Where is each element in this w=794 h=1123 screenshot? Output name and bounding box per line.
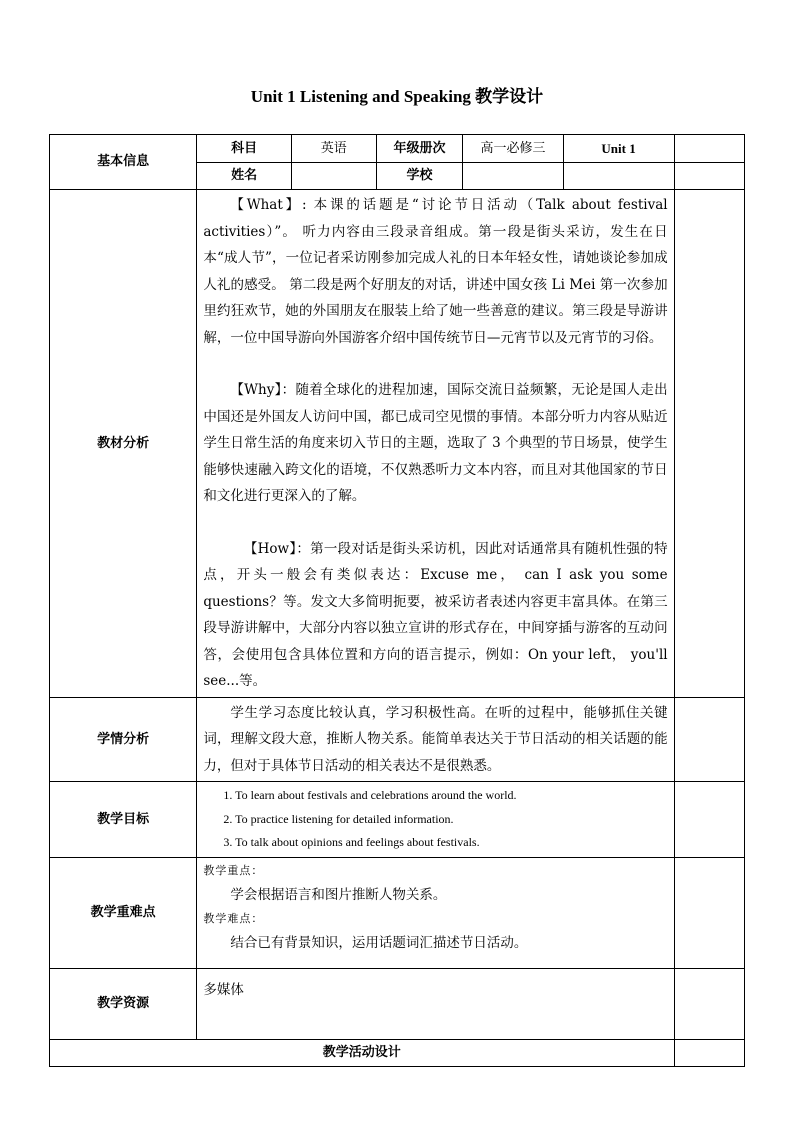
learner-label: 学情分析 bbox=[50, 697, 197, 782]
grade-label: 年级册次 bbox=[376, 135, 463, 163]
objectives-label: 教学目标 bbox=[50, 782, 197, 858]
lesson-plan-table bbox=[49, 134, 745, 1067]
empty-cell bbox=[674, 1039, 744, 1066]
learner-content bbox=[197, 697, 674, 782]
focus-label: 教学重点： bbox=[203, 863, 264, 877]
empty-cell bbox=[674, 190, 744, 698]
objective-item: 2. To practice listening for detailed information. bbox=[223, 811, 454, 826]
learner-text: 学生学习态度比较认真，学习积极性高。在听的过程中，能够抓住关键词，理解文段大意，推断人物关系。能简单表达关于节日活动的相关话题的能力，但对于具体节日活动的相关表达不是很熟悉。 bbox=[203, 704, 668, 774]
empty-cell bbox=[674, 968, 744, 1039]
info-row-1 bbox=[50, 135, 745, 163]
analysis-label: 教材分析 bbox=[50, 190, 197, 698]
empty-cell bbox=[674, 782, 744, 858]
name-value bbox=[291, 163, 376, 190]
keypoints-label: 教学重难点 bbox=[50, 857, 197, 968]
analysis-content bbox=[197, 190, 674, 698]
activity-row bbox=[50, 1039, 745, 1066]
name-label: 姓名 bbox=[197, 163, 292, 190]
resources-row bbox=[50, 968, 745, 1039]
empty-cell bbox=[674, 135, 744, 163]
school-value bbox=[463, 163, 563, 190]
focus-text: 学会根据语言和图片推断人物关系。 bbox=[230, 886, 447, 903]
subject-label: 科目 bbox=[197, 135, 292, 163]
analysis-row bbox=[50, 190, 745, 698]
info-label: 基本信息 bbox=[50, 135, 197, 190]
resources-text: 多媒体 bbox=[203, 981, 244, 998]
keypoints-content bbox=[197, 857, 674, 968]
objective-item: 3. To talk about opinions and feelings about festivals. bbox=[223, 835, 480, 849]
why-paragraph: 【Why】：随着全球化的进程加速，国际交流日益频繁，无论是国人走出中国还是外国友人访问中国，都已成司空见惯的事情。本部分听力内容从贴近学生日常生活的角度来切入节日的主题，选取了 3 个典型的节日场景，使学生能够快速融入跨文化的语境，不仅熟悉听力文本内容，而且对其他国家的节日和文化进行更深入的了解。 bbox=[203, 382, 668, 504]
objectives-content bbox=[197, 782, 674, 858]
grade-value: 高一必修三 bbox=[463, 135, 563, 163]
difficulty-label: 教学难点： bbox=[203, 912, 264, 925]
school-label: 学校 bbox=[376, 163, 463, 190]
objectives-row bbox=[50, 782, 745, 858]
how-paragraph: 【How】：第一段对话是街头采访机，因此对话通常具有随机性强的特点，开头一般会有类似表达：Excuse me， can I ask you some questions？等。发文大多简明扼要，被采访者表述内容更丰富具体。在第三段导游讲解中，大部分内容以独立宣讲的形式存在，中间穿插与游客的互动问答，会使用包含具体位置和方向的语言提示，例如：On your left， you'll see...等。 bbox=[203, 540, 668, 689]
learner-row bbox=[50, 697, 745, 782]
activity-label: 教学活动设计 bbox=[50, 1039, 675, 1066]
unit-value: Unit 1 bbox=[563, 135, 674, 163]
keypoints-row bbox=[50, 857, 745, 968]
subject-value: 英语 bbox=[291, 135, 376, 163]
empty-cell bbox=[674, 857, 744, 968]
difficulty-text: 结合已有背景知识，运用话题词汇描述节日活动。 bbox=[230, 935, 528, 951]
empty-cell bbox=[563, 163, 674, 190]
objective-item: 1. To learn about festivals and celebrations around the world. bbox=[223, 788, 517, 802]
empty-cell bbox=[674, 163, 744, 190]
page-title: Unit 1 Listening and Speaking 教学设计 bbox=[250, 87, 544, 106]
resources-label: 教学资源 bbox=[50, 968, 197, 1039]
empty-cell bbox=[674, 697, 744, 782]
resources-content bbox=[197, 968, 674, 1039]
what-paragraph: 【What】: 本课的话题是“讨论节日活动（Talk about festival activities）”。 听力内容由三段录音组成。第一段是街头采访，发生在日本“成人节”，一位记者采访刚参加完成人礼的日本年轻女性，请她谈论参加成人礼的感受。 第二段是两个好朋友的对话，讲述中国女孩 Li Mei 第一次参加里约狂欢节，她的外国朋友在服装上给了她一些善意的建议。第三段是导游讲解，一位中国导游向外国游客介绍中国传统节日—元宵节以及元宵节的习俗。 bbox=[203, 197, 668, 346]
